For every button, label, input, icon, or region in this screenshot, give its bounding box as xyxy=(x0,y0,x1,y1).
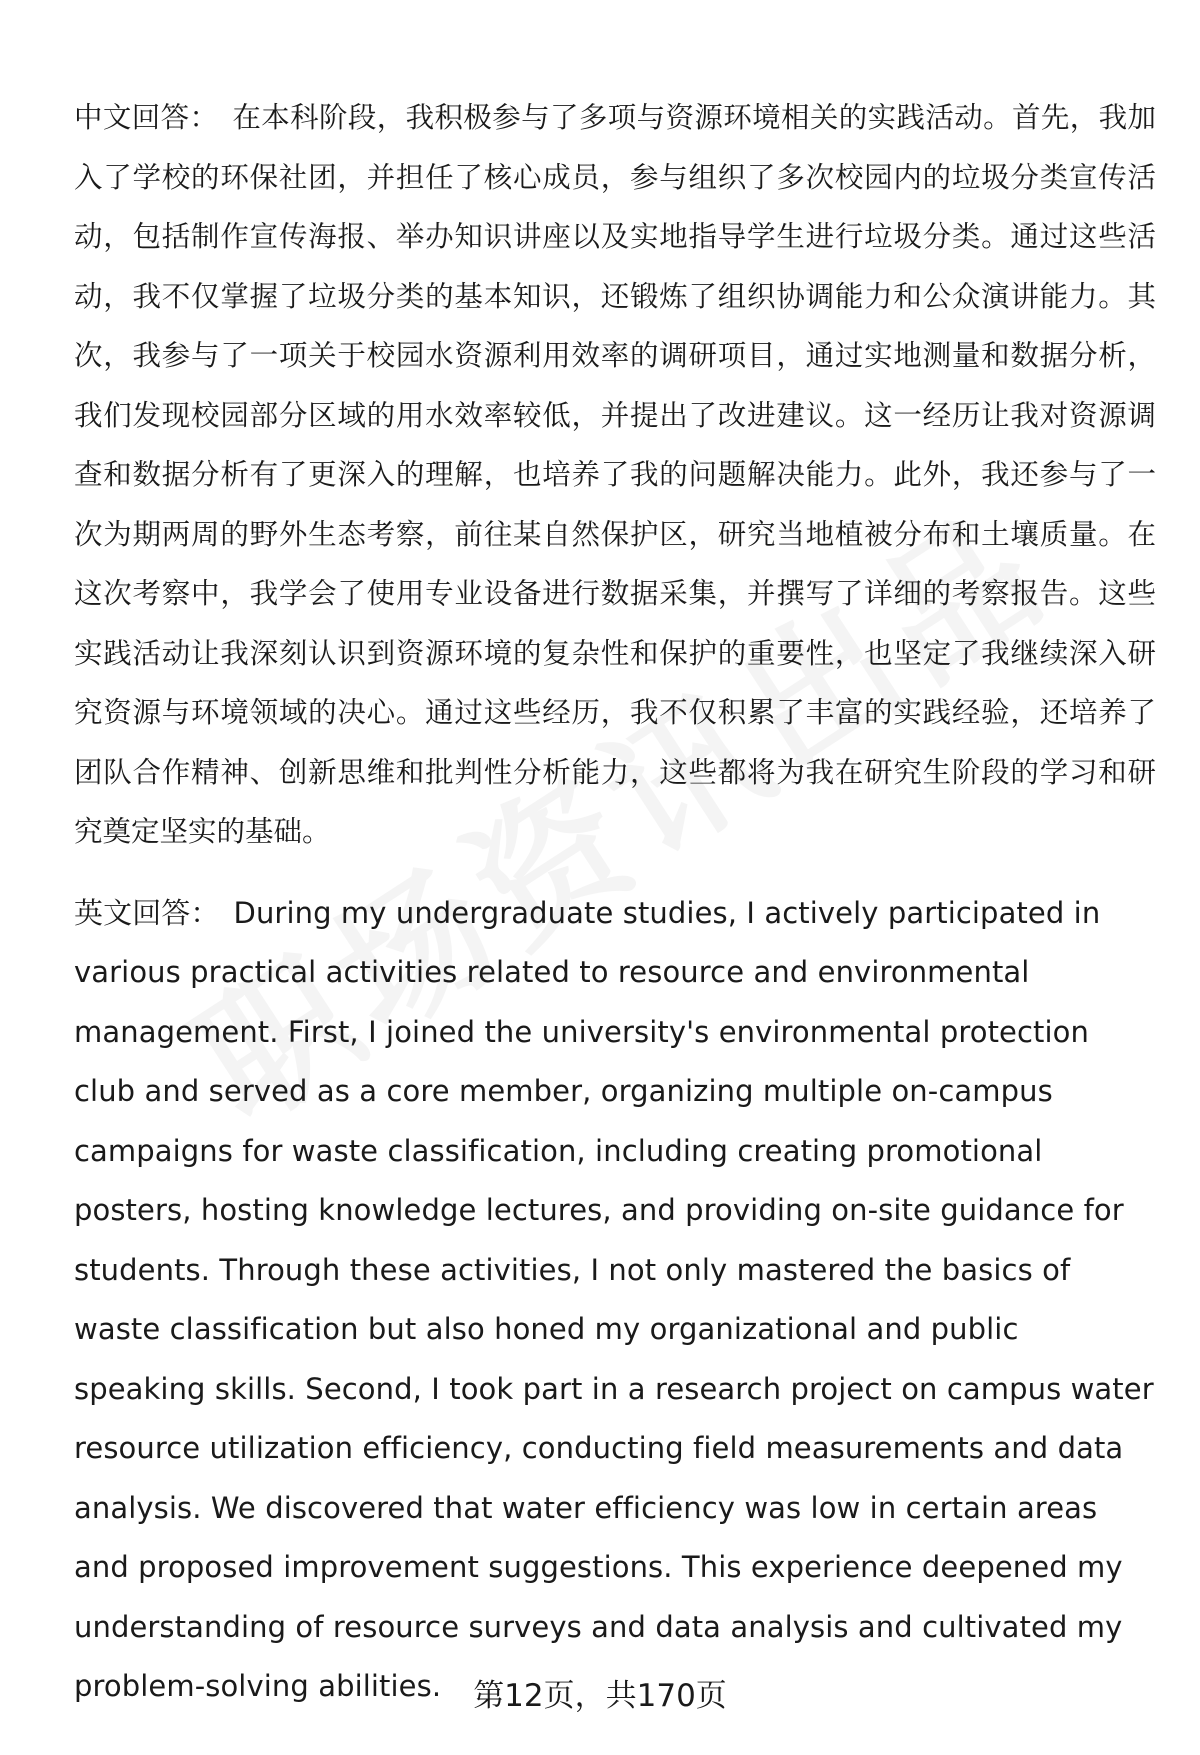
page-number: 第12页，共170页 xyxy=(473,1678,727,1714)
english-answer-label: 英文回答： xyxy=(74,895,220,930)
chinese-answer-paragraph xyxy=(74,88,1156,862)
chinese-answer-label: 中文回答： xyxy=(74,101,219,134)
english-answer-paragraph xyxy=(74,884,1156,1717)
chinese-answer-text: 在本科阶段，我积极参与了多项与资源环境相关的实践活动。首先，我加入了学校的环保社团，并担任了核心成员，参与组织了多次校园内的垃圾分类宣传活动，包括制作宣传海报、举办知识讲座以及实地指导学生进行垃圾分类。通过这些活动，我不仅掌握了垃圾分类的基本知识，还锻炼了组织协调能力和公众演讲能力。其次，我参与了一项关于校园水资源利用效率的调研项目，通过实地测量和数据分析，我们发现校园部分区域的用水效率较低，并提出了改进建议。这一经历让我对资源调查和数据分析有了更深入的理解，也培养了我的问题解决能力。此外，我还参与了一次为期两周的野外生态考察，前往某自然保护区，研究当地植被分布和土壤质量。在这次考察中，我学会了使用专业设备进行数据采集，并撰写了详细的考察报告。这些实践活动让我深刻认识到资源环境的复杂性和保护的重要性，也坚定了我继续深入研究资源与环境领域的决心。通过这些经历，我不仅积累了丰富的实践经验，还培养了团队合作精神、创新思维和批判性分析能力，这些都将为我在研究生阶段的学习和研究奠定坚实的基础。 xyxy=(74,101,1156,848)
english-answer-text: During my undergraduate studies, I actively participated in various practical activities related to resource and environmental management. First, I joined the university's environmental protection club and served as a core member, organizing multiple on-campus campaigns for waste classification, including creating promotional posters, hosting knowledge lectures, and providing on-site guidance for students. Through these activities, I not only mastered the basics of waste classification but also honed my organizational and public speaking skills. Second, I took part in a research project on campus water resource utilization efficiency, conducting field measurements and data analysis. We discovered that water efficiency was low in certain areas and proposed improvement suggestions. This experience deepened my understanding of resource surveys and data analysis and cultivated my problem-solving abilities. xyxy=(74,895,1154,1703)
answer-content xyxy=(74,88,1156,1717)
